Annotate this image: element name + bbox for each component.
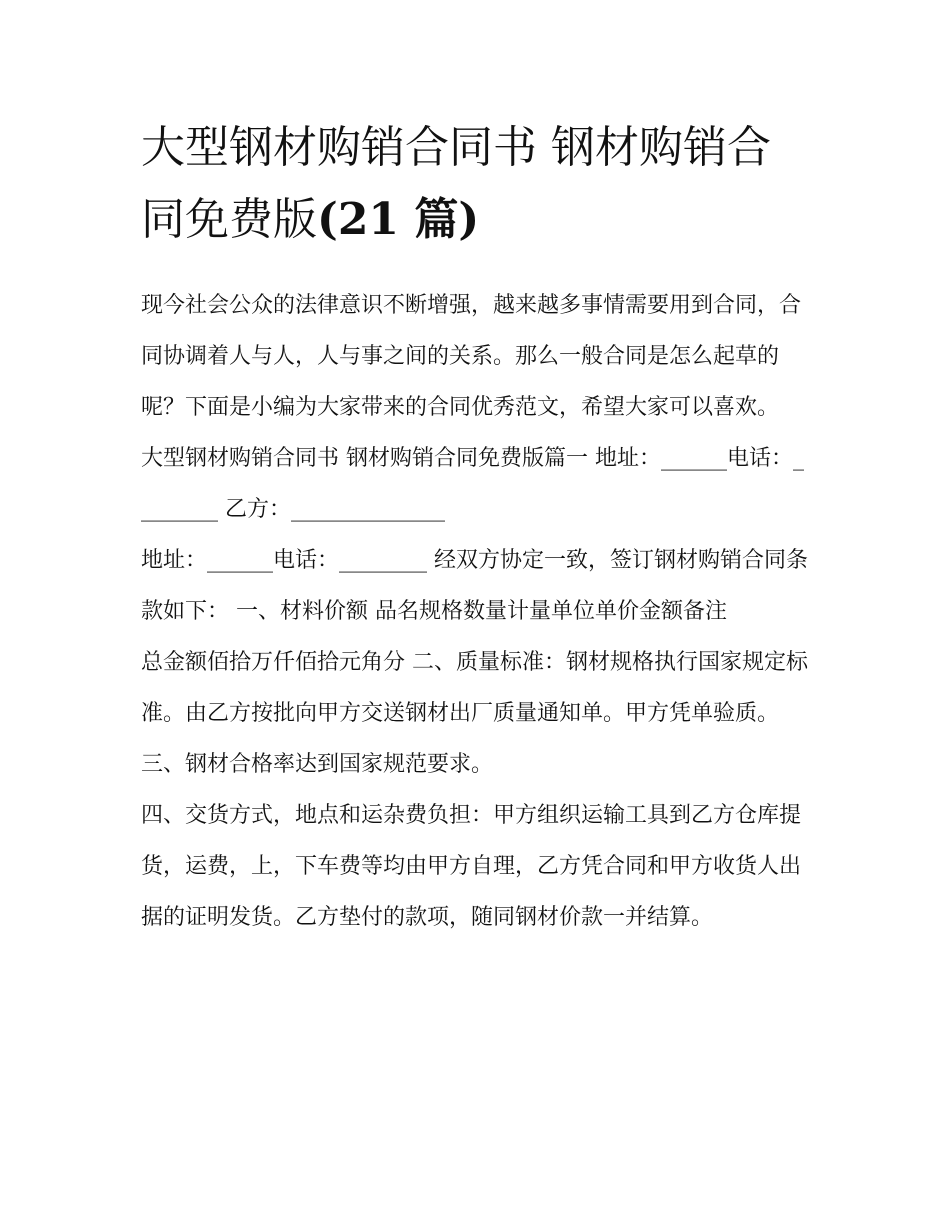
document-title-suffix: (21 篇): [317, 194, 480, 245]
document-body: [141, 112, 813, 943]
contract-terms-paragraph: 地址：______电话：________ 经双方协定一致，签订钢材购销合同条款如下： 一、材料价额 品名规格数量计量单位单价金额备注: [141, 548, 808, 624]
document-title: [141, 112, 813, 256]
intro-paragraph: 现今社会公众的法律意识不断增强，越来越多事情需要用到合同，合同协调着人与人，人与事之间的关系。那么一般合同是怎么起草的呢？下面是小编为大家带来的合同优秀范文，希望大家可以喜欢。: [141, 293, 802, 420]
document-title-main: 大型钢材购销合同书 钢材购销合同免费版: [141, 122, 771, 245]
delivery-paragraph: 四、交货方式，地点和运杂费负担：甲方组织运输工具到乙方仓库提货，运费，上，下车费等均由甲方自理，乙方凭合同和甲方收货人出据的证明发货。乙方垫付的款项，随同钢材价款一并结算。: [141, 803, 802, 930]
quality-standard-paragraph: 总金额佰拾万仟佰拾元角分 二、质量标准：钢材规格执行国家规定标准。由乙方按批向甲方交送钢材出厂质量通知单。甲方凭单验质。 三、钢材合格率达到国家规范要求。: [141, 650, 808, 777]
contract-party-paragraph: 大型钢材购销合同书 钢材购销合同免费版篇一 地址：______电话：________ 乙方：______________: [141, 446, 804, 522]
